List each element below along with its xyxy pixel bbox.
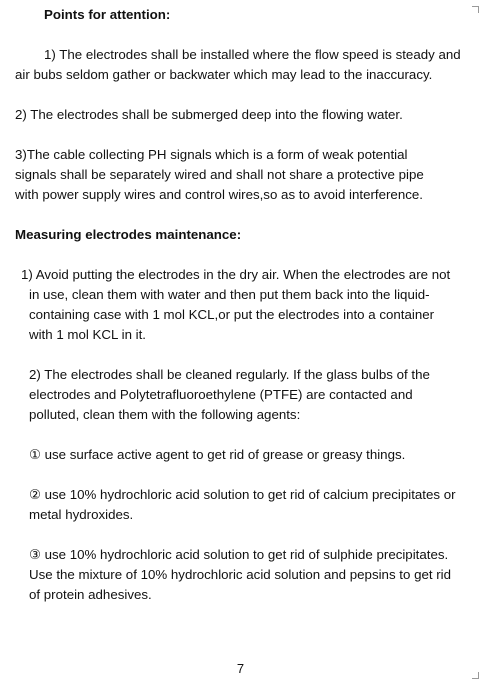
attention-item-3-line-1: 3)The cable collecting PH signals which is a form of weak potential: [15, 147, 408, 162]
crop-mark-bottom: [472, 672, 479, 679]
maintenance-item-1-line-4: with 1 mol KCL in it.: [29, 327, 147, 342]
attention-item-3-line-3: with power supply wires and control wires,so as to avoid interference.: [15, 187, 423, 202]
maintenance-item-2-line-2: electrodes and Polytetrafluoroethylene (PTFE) are contacted and: [29, 387, 413, 402]
maintenance-item-1-line-1: 1) Avoid putting the electrodes in the dry air. When the electrodes are not: [21, 267, 451, 282]
agent-2-line-1: ② use 10% hydrochloric acid solution to get rid of calcium precipitates or: [29, 487, 456, 502]
attention-item-1-line-2: air bubs seldom gather or backwater which may lead to the inaccuracy.: [15, 67, 433, 82]
maintenance-heading: Measuring electrodes maintenance:: [15, 227, 242, 242]
agent-3-line-2: Use the mixture of 10% hydrochloric acid solution and pepsins to get rid: [29, 567, 452, 582]
attention-item-3-line-2: signals shall be separately wired and shall not share a protective pipe: [15, 167, 424, 182]
crop-mark-top: [472, 6, 479, 13]
agent-2-line-2: metal hydroxides.: [29, 507, 134, 522]
attention-item-2-line-1: 2) The electrodes shall be submerged deep into the flowing water.: [15, 107, 403, 122]
agent-3-line-3: of protein adhesives.: [29, 587, 152, 602]
attention-heading: Points for attention:: [44, 7, 171, 22]
agent-3-line-1: ③ use 10% hydrochloric acid solution to get rid of sulphide precipitates.: [29, 547, 449, 562]
maintenance-item-2-line-3: polluted, clean them with the following agents:: [29, 407, 301, 422]
page-number: 7: [236, 661, 245, 676]
maintenance-item-1-line-3: containing case with 1 mol KCL,or put the electrodes into a container: [29, 307, 435, 322]
agent-1-line-1: ① use surface active agent to get rid of grease or greasy things.: [29, 447, 406, 462]
attention-item-1-line-1: 1) The electrodes shall be installed where the flow speed is steady and: [44, 47, 461, 62]
maintenance-item-2-line-1: 2) The electrodes shall be cleaned regularly. If the glass bulbs of the: [29, 367, 430, 382]
maintenance-item-1-line-2: in use, clean them with water and then put them back into the liquid-: [29, 287, 430, 302]
